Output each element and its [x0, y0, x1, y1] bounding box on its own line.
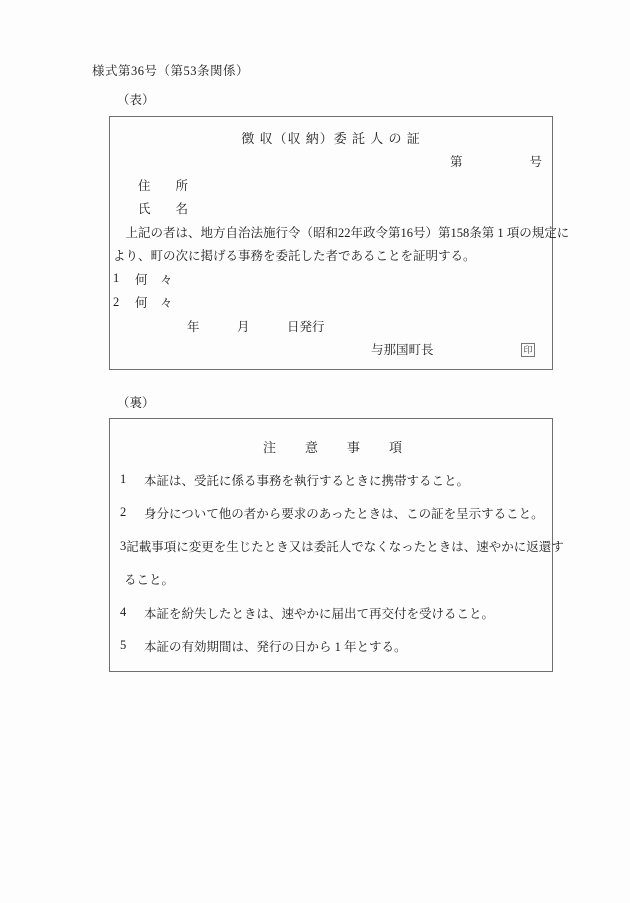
note-item-continuation: [120, 563, 546, 596]
issue-date-line: 年 月 日発行: [187, 319, 325, 334]
delegated-task-item: [113, 291, 549, 315]
note-item: [120, 463, 546, 496]
note-item: [120, 596, 546, 629]
note-item: [120, 496, 546, 529]
item-text: 何 々: [135, 272, 173, 287]
note-text: 記載事項に変更を生じたとき又は委託人でなくなったときは、速やかに返還す: [126, 540, 564, 555]
note-number: 5: [120, 638, 127, 653]
item-text: 何 々: [135, 296, 173, 311]
name-label: 氏 名: [138, 202, 189, 217]
note-item: [120, 530, 564, 563]
body-text-line: より、町の次に掲げる事務を委託した者であることを証明する。: [113, 249, 476, 264]
number-prefix: 第: [449, 155, 463, 170]
note-number: 4: [120, 605, 127, 620]
note-number: 2: [120, 505, 127, 520]
item-number: 2: [113, 294, 120, 309]
note-text: 本証を紛失したときは、速やかに届出て再交付を受けること。: [144, 606, 495, 621]
notes-title: 注 意 事 項: [262, 440, 403, 456]
certificate-number-line: [113, 150, 549, 174]
form-number: 様式第36号（第53条関係）: [92, 64, 250, 78]
note-number: 3: [120, 538, 127, 553]
note-number: 1: [120, 472, 127, 487]
number-suffix: 号: [529, 155, 542, 170]
body-text-line: 上記の者は、地方自治法施行令（昭和22年政令第16号）第158条第 1 項の規定に: [113, 225, 570, 240]
certificate-front-box: [109, 116, 570, 370]
issuer-line: [113, 338, 549, 362]
note-text: ること。: [124, 573, 175, 588]
notes-back-box: [109, 418, 564, 672]
issuer-name: 与那国町長: [371, 343, 434, 358]
certificate-title: 徴 収（収 納）委 託 人 の 証: [241, 131, 421, 147]
seal-mark: 印: [521, 343, 535, 357]
address-label: 住 所: [138, 178, 189, 193]
note-item: [120, 629, 546, 662]
note-text: 本証は、受託に係る事務を執行するときに携帯すること。: [144, 473, 470, 488]
note-text: 本証の有効期間は、発行の日から 1 年とする。: [144, 639, 407, 654]
delegated-task-item: [113, 267, 549, 291]
item-number: 1: [113, 271, 120, 286]
front-side-label: （表）: [117, 93, 155, 107]
back-side-label: （裏）: [117, 396, 155, 410]
note-text: 身分について他の者から要求のあったときは、この証を呈示すること。: [144, 506, 544, 521]
